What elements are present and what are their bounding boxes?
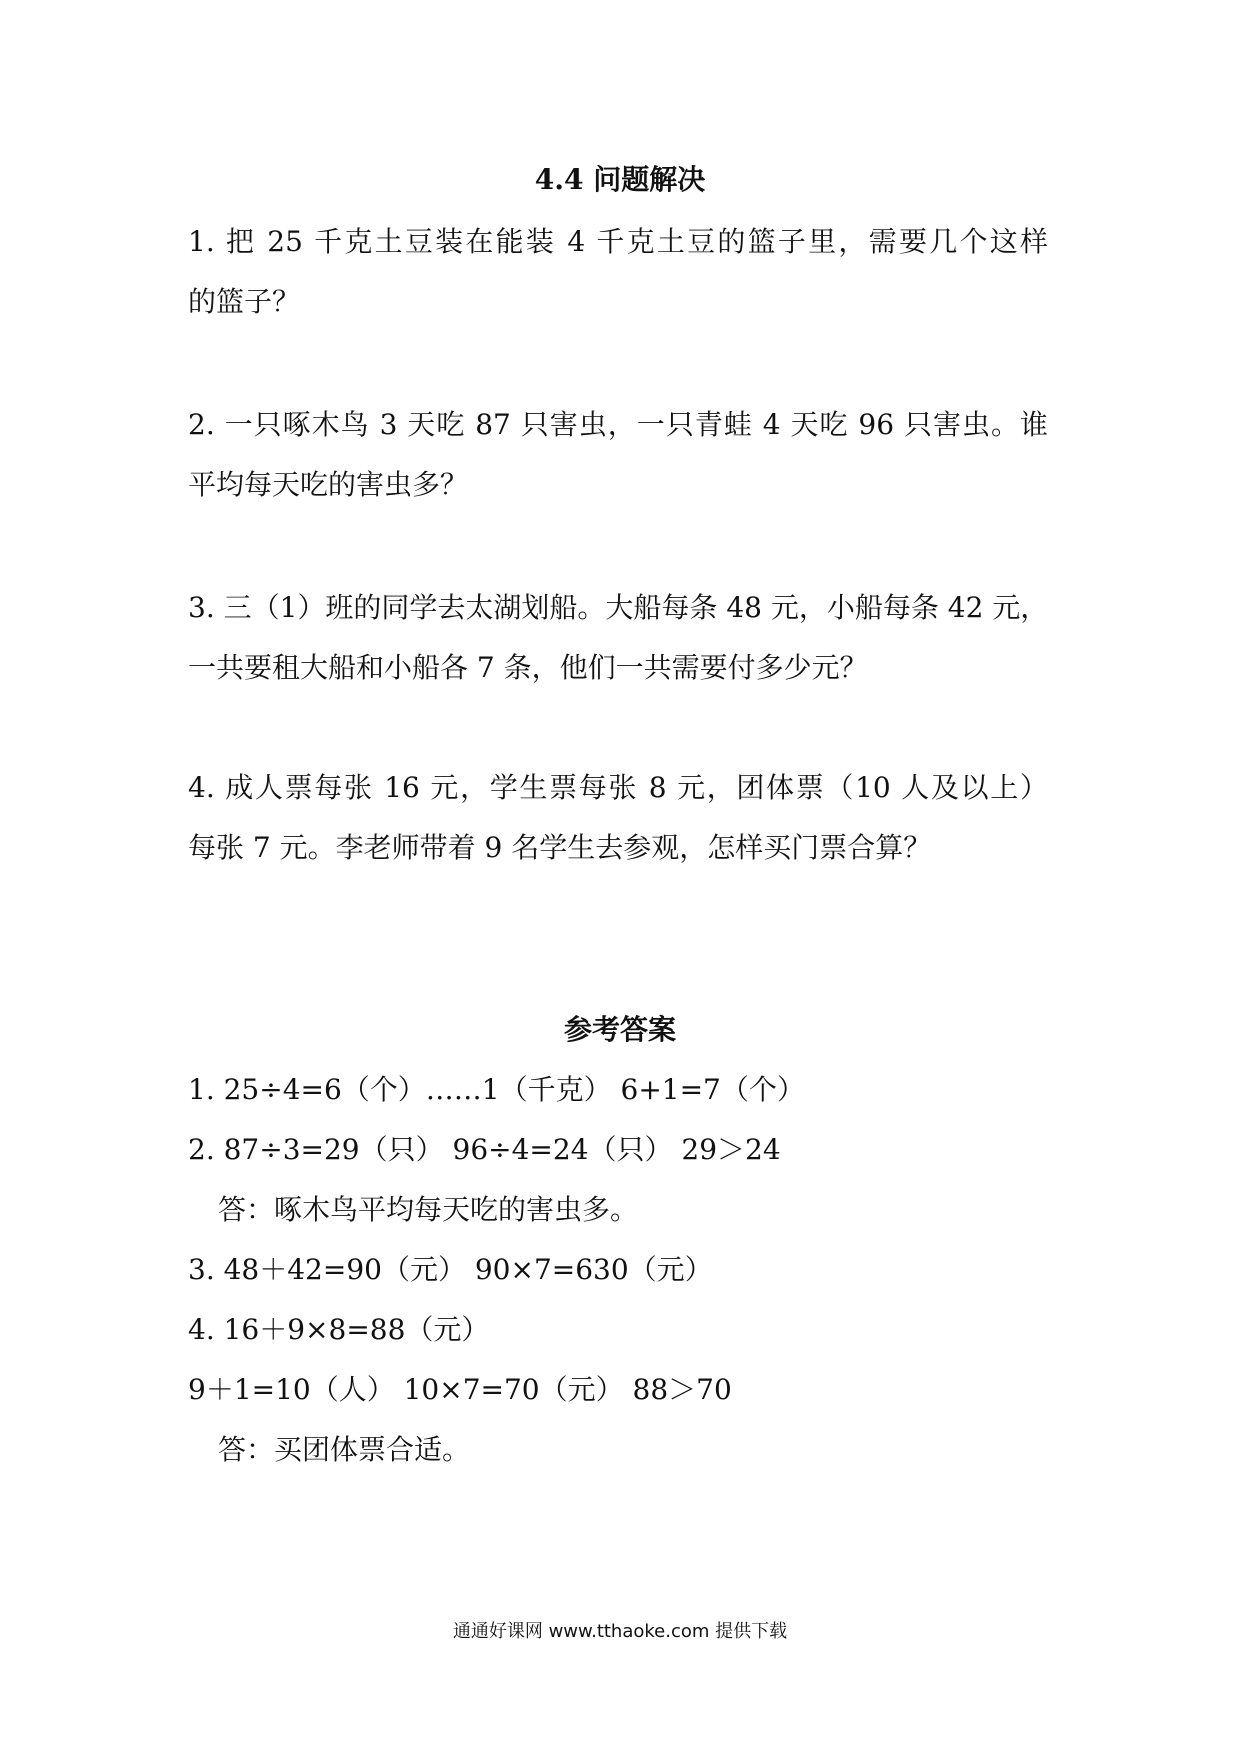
question-4-line-2: 每张 7 元。李老师带着 9 名学生去参观，怎样买门票合算？ (188, 831, 932, 864)
answer-3: 3. 48＋42=90（元） 90×7=630（元） (188, 1253, 713, 1286)
question-3-line-1: 3. 三（1）班的同学去太湖划船。大船每条 48 元，小船每条 42 元， (188, 591, 1049, 624)
question-1-line-1: 1. 把 25 千克土豆装在能装 4 千克土豆的篮子里，需要几个这样 (188, 225, 1048, 258)
answer-2-conclusion: 答：啄木鸟平均每天吃的害虫多。 (218, 1193, 639, 1226)
answer-1: 1. 25÷4=6（个）……1（千克） 6+1=7（个） (188, 1073, 805, 1106)
footer-credit: 通通好课网 www.tthaoke.com 提供下载 (452, 1621, 788, 1642)
question-2-line-2: 平均每天吃的害虫多？ (188, 468, 469, 501)
question-2-line-1: 2. 一只啄木鸟 3 天吃 87 只害虫，一只青蛙 4 天吃 96 只害虫。谁 (188, 408, 1048, 441)
question-3-line-2: 一共要租大船和小船各 7 条，他们一共需要付多少元？ (188, 651, 868, 684)
question-4-line-1: 4. 成人票每张 16 元，学生票每张 8 元，团体票（10 人及以上） (188, 771, 1048, 804)
answer-4-step-2: 9＋1=10（人） 10×7=70（元） 88＞70 (188, 1373, 732, 1406)
answer-4-conclusion: 答：买团体票合适。 (218, 1433, 471, 1466)
answers-title: 参考答案 (563, 1013, 676, 1046)
page-title: 4.4 问题解决 (534, 163, 706, 196)
answer-2: 2. 87÷3=29（只） 96÷4=24（只） 29＞24 (188, 1133, 781, 1166)
answer-4: 4. 16＋9×8=88（元） (188, 1313, 490, 1346)
question-1-line-2: 的篮子？ (188, 285, 301, 318)
